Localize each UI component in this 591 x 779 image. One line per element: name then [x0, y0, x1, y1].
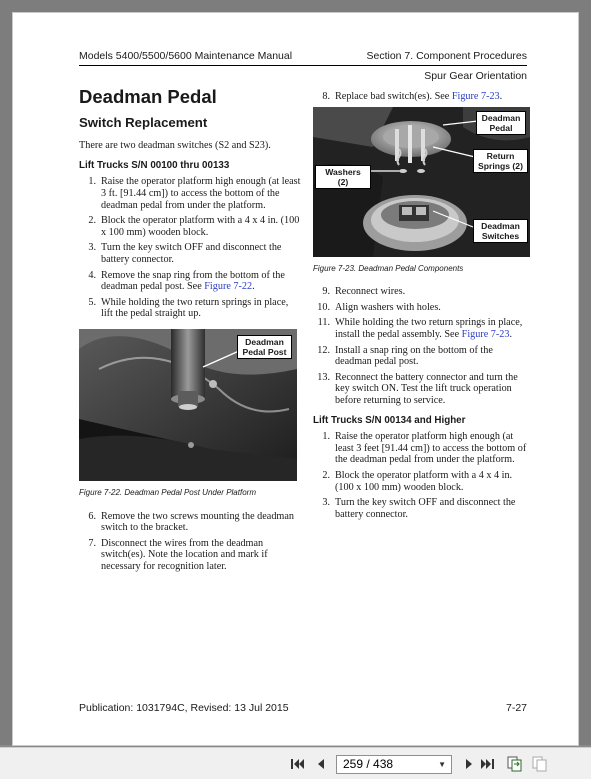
callout-deadman-switches: Deadman Switches — [473, 219, 528, 243]
header-section: Section 7. Component Procedures — [366, 50, 527, 62]
figure-link[interactable]: Figure 7-22 — [204, 281, 253, 293]
fit-page-icon[interactable] — [507, 756, 523, 772]
page-title: Deadman Pedal — [79, 86, 217, 107]
figure-caption-7-22: Figure 7-22. Deadman Pedal Post Under Platform — [79, 487, 256, 497]
steps-list-step8 — [313, 91, 531, 103]
list-item: 9. Reconnect wires. — [322, 286, 406, 298]
list-item: 4. Remove the snap ring from the bottom of the deadman pedal post. See Figure 7-22. — [88, 269, 285, 293]
list-item: 5. While holding the two return springs in place, lift the pedal straight up. — [88, 296, 289, 320]
group-heading-later: Lift Trucks S/N 00134 and Higher — [313, 414, 466, 426]
list-item: 1. Raise the operator platform high enough (at least 3 ft. [91.44 cm]) to access the bottom of the deadman pedal from under the platform. — [88, 176, 301, 211]
last-page-icon[interactable] — [479, 756, 495, 772]
callout-washers: Washers (2) — [315, 165, 371, 189]
list-item: 10. Align washers with holes. — [317, 301, 441, 313]
section-heading: Switch Replacement — [79, 114, 208, 130]
list-item: 1. Raise the operator platform high enough (at least 3 feet [91.44 cm]) to access the bottom of the deadman pedal from under the platform. — [322, 431, 527, 466]
figure-link[interactable]: Figure 7-23 — [451, 91, 500, 102]
group-heading-early: Lift Trucks S/N 00100 thru 00133 — [79, 159, 230, 171]
steps-list-a — [79, 176, 301, 320]
previous-page-icon[interactable] — [313, 756, 329, 772]
footer-page-number: 7-27 — [505, 702, 527, 714]
list-item: 11. While holding the two return springs in place, install the pedal assembly. See Figure 7-23. — [317, 317, 523, 340]
steps-list-c — [313, 286, 531, 406]
right-column — [313, 91, 531, 524]
list-item: 12. Install a snap ring on the bottom of the deadman pedal post. — [317, 344, 493, 368]
first-page-icon[interactable] — [290, 756, 306, 772]
header-subsection: Spur Gear Orientation — [424, 70, 527, 82]
chevron-down-icon: ▼ — [438, 760, 446, 769]
figure-pedal-post-photo — [79, 329, 297, 481]
figure-caption-7-23: Figure 7-23. Deadman Pedal Components — [313, 263, 464, 273]
callout-return-springs: Return Springs (2) — [473, 149, 528, 173]
page-indicator: 259 / 438 — [343, 757, 394, 771]
list-item: 7. Disconnect the wires from the deadman switch(es). Note the location and mark if necessary for recognition later. — [88, 537, 268, 572]
header-rule — [79, 65, 527, 66]
footer-publication: Publication: 1031794C, Revised: 13 Jul 2015 — [79, 702, 289, 714]
callout-deadman-pedal-post: Deadman Pedal Post — [237, 335, 292, 359]
list-item: 2. Block the operator platform with a 4 x 4 in. (100 x 100 mm) wooden block. — [88, 215, 300, 238]
page-number-select[interactable] — [336, 755, 452, 774]
list-item: 3. Turn the key switch OFF and disconnect the battery connector. — [88, 242, 282, 265]
figure-pedal-components-photo — [313, 107, 530, 257]
list-item: 2. Block the operator platform with a 4 x 4 in. (100 x 100 mm) wooden block. — [322, 469, 513, 493]
next-page-icon[interactable] — [461, 756, 477, 772]
steps-list-d — [313, 431, 531, 520]
list-item: 8. Replace bad switch(es). See Figure 7-23. — [322, 91, 503, 102]
callout-deadman-pedal: Deadman Pedal — [476, 111, 526, 135]
document-page — [12, 12, 579, 746]
viewer-toolbar — [0, 747, 591, 779]
list-item: 3. Turn the key switch OFF and disconnect the battery connector. — [322, 497, 516, 520]
intro-text: There are two deadman switches (S2 and S23). — [79, 140, 271, 152]
header-manual-title: Models 5400/5500/5600 Maintenance Manual — [79, 50, 293, 62]
list-item: 6. Remove the two screws mounting the deadman switch to the bracket. — [88, 510, 294, 534]
steps-list-b — [79, 511, 301, 573]
figure-link[interactable]: Figure 7-23 — [461, 328, 510, 340]
list-item: 13. Reconnect the battery connector and turn the key switch ON. Test the lift truck operation before returning to service. — [317, 371, 518, 406]
fit-width-icon[interactable] — [532, 756, 548, 772]
left-column — [79, 86, 301, 576]
